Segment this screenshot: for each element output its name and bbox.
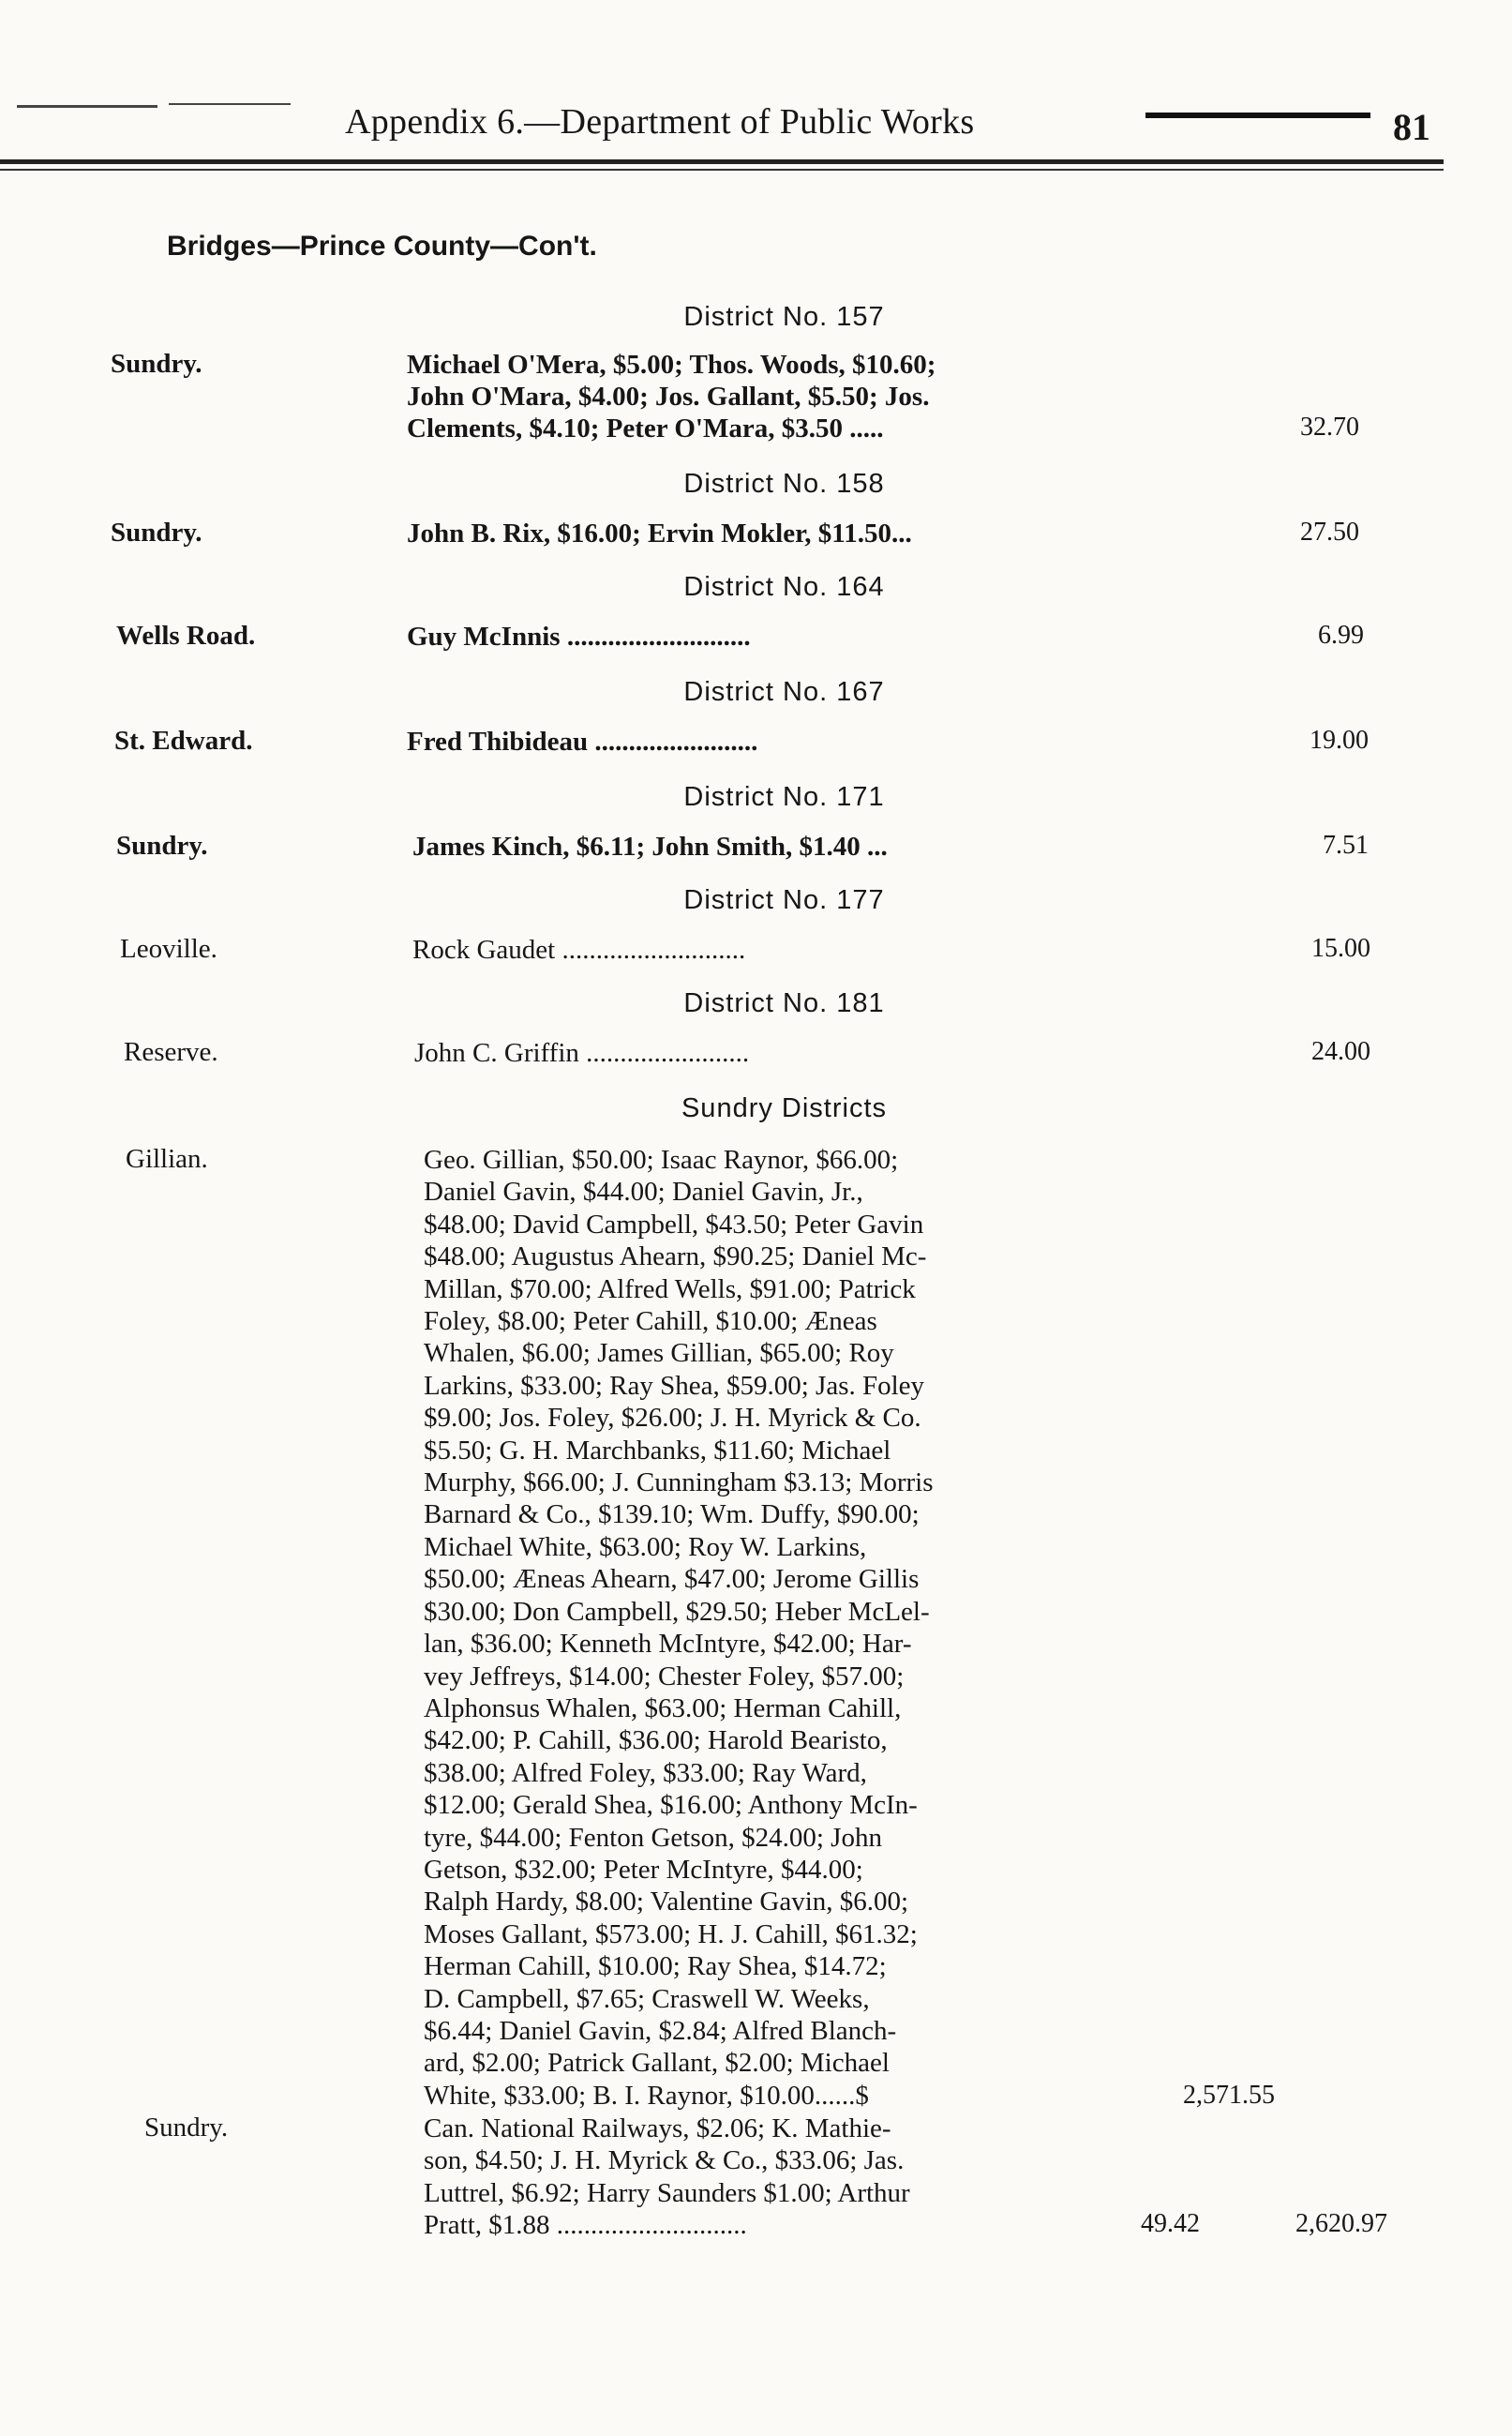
district-amount: 32.70 xyxy=(1300,413,1359,442)
entry-line: Luttrel, $6.92; Harry Saunders $1.00; Arthur xyxy=(424,2177,910,2208)
locality-label: Wells Road. xyxy=(116,621,256,651)
entry-line: $38.00; Alfred Foley, $33.00; Ray Ward, xyxy=(424,1757,867,1788)
locality-label: Reserve. xyxy=(124,1037,218,1067)
district-heading: Sundry Districts xyxy=(681,1093,888,1123)
entry-line: Murphy, $66.00; J. Cunningham $3.13; Morris xyxy=(424,1467,934,1498)
entry-line: lan, $36.00; Kenneth McIntyre, $42.00; Har- xyxy=(424,1629,912,1660)
entry-line: Can. National Railways, $2.06; K. Mathie- xyxy=(424,2113,891,2143)
section-heading: Bridges—Prince County—Con't. xyxy=(167,231,597,262)
locality-label: Gillian. xyxy=(126,1144,208,1174)
entry-line: Getson, $32.00; Peter McIntyre, $44.00; xyxy=(424,1854,863,1885)
entry-line: White, $33.00; B. I. Raynor, $10.00......$ xyxy=(424,2080,869,2111)
entry-line: $6.44; Daniel Gavin, $2.84; Alfred Blanch- xyxy=(424,2015,897,2046)
entry-line: Rock Gaudet ........................... xyxy=(412,935,746,965)
entry-line: Pratt, $1.88 ............................ xyxy=(424,2210,747,2241)
locality-label: Sundry. xyxy=(116,831,208,861)
entry-line: Moses Gallant, $573.00; H. J. Cahill, $61.32; xyxy=(424,1918,918,1949)
page-header xyxy=(0,92,1512,176)
entry-line: D. Campbell, $7.65; Craswell W. Weeks, xyxy=(424,1983,870,2014)
locality-label: St. Edward. xyxy=(114,726,253,756)
entry-line: Foley, $8.00; Peter Cahill, $10.00; Æneas xyxy=(424,1306,877,1337)
entry-line: Daniel Gavin, $44.00; Daniel Gavin, Jr., xyxy=(424,1177,863,1208)
district-entry xyxy=(414,1037,1117,1069)
locality-label: Leoville. xyxy=(120,934,217,964)
locality-label: Sundry. xyxy=(111,518,202,548)
entry-line: son, $4.50; J. H. Myrick & Co., $33.06; Jas. xyxy=(424,2145,905,2176)
entry-line: $12.00; Gerald Shea, $16.00; Anthony McIn- xyxy=(424,1790,918,1821)
page-number: 81 xyxy=(1393,106,1430,148)
entry-line: $48.00; Augustus Ahearn, $90.25; Daniel Mc- xyxy=(424,1241,927,1272)
entry-line: $5.50; G. H. Marchbanks, $11.60; Michael xyxy=(424,1435,891,1466)
header-rule-thin xyxy=(0,169,1444,171)
district-amount: 24.00 xyxy=(1311,1037,1370,1066)
gillian-entry xyxy=(424,1144,1129,2112)
district-entry xyxy=(412,934,1115,966)
district-amount: 15.00 xyxy=(1311,934,1370,963)
page-title: Appendix 6.—Department of Public Works xyxy=(345,102,975,142)
entry-line: $42.00; P. Cahill, $36.00; Harold Bearisto, xyxy=(424,1725,888,1756)
sundry-amount: 49.42 xyxy=(1141,2209,1200,2238)
district-amount: 27.50 xyxy=(1300,518,1359,547)
district-amount: 19.00 xyxy=(1310,726,1369,755)
entry-line: $50.00; Æneas Ahearn, $47.00; Jerome Gillis xyxy=(424,1564,920,1595)
entry-line: John O'Mara, $4.00; Jos. Gallant, $5.50; Jos. xyxy=(407,382,930,412)
district-amount: 6.99 xyxy=(1318,621,1364,650)
entry-line: $30.00; Don Campbell, $29.50; Heber McLel- xyxy=(424,1596,930,1627)
entry-line: Millan, $70.00; Alfred Wells, $91.00; Patrick xyxy=(424,1273,916,1304)
header-rule xyxy=(0,159,1444,164)
entry-line: Fred Thibideau ........................ xyxy=(407,727,758,757)
district-heading: District No. 167 xyxy=(683,677,885,707)
district-entry xyxy=(407,726,1110,758)
entry-line: Geo. Gillian, $50.00; Isaac Raynor, $66.00; xyxy=(424,1145,899,1175)
entry-line: vey Jeffreys, $14.00; Chester Foley, $57.00; xyxy=(424,1661,905,1692)
print-speck xyxy=(17,105,157,108)
district-entry xyxy=(407,349,1110,444)
district-amount: 7.51 xyxy=(1323,831,1369,860)
entry-line: $48.00; David Campbell, $43.50; Peter Gavin xyxy=(424,1209,924,1240)
district-heading: District No. 157 xyxy=(683,302,885,332)
entry-line: Clements, $4.10; Peter O'Mara, $3.50 ..... xyxy=(407,414,884,444)
sundry-entry xyxy=(424,2113,1099,2242)
entry-line: ard, $2.00; Patrick Gallant, $2.00; Michael xyxy=(424,2048,890,2079)
entry-line: Larkins, $33.00; Ray Shea, $59.00; Jas. Foley xyxy=(424,1370,925,1401)
print-speck xyxy=(1145,113,1370,118)
entry-line: Ralph Hardy, $8.00; Valentine Gavin, $6.00; xyxy=(424,1887,909,1917)
district-heading: District No. 164 xyxy=(683,572,885,602)
entry-line: Michael White, $63.00; Roy W. Larkins, xyxy=(424,1531,867,1562)
gillian-amount: 2,571.55 xyxy=(1183,2081,1275,2110)
entry-line: $9.00; Jos. Foley, $26.00; J. H. Myrick & Co. xyxy=(424,1403,921,1434)
district-entry xyxy=(407,518,1110,549)
total-amount: 2,620.97 xyxy=(1295,2209,1387,2238)
district-heading: District No. 181 xyxy=(683,988,885,1018)
print-speck xyxy=(169,103,291,105)
entry-line: Michael O'Mera, $5.00; Thos. Woods, $10.60; xyxy=(407,350,936,380)
district-entry xyxy=(412,831,1115,863)
locality-label: Sundry. xyxy=(144,2113,229,2143)
district-heading: District No. 158 xyxy=(683,469,885,499)
district-entry xyxy=(407,621,1110,653)
entry-line: Whalen, $6.00; James Gillian, $65.00; Roy xyxy=(424,1338,894,1369)
entry-line: Herman Cahill, $10.00; Ray Shea, $14.72; xyxy=(424,1951,887,1982)
entry-line: Guy McInnis ........................... xyxy=(407,622,751,652)
locality-label: Sundry. xyxy=(111,349,202,379)
entry-line: Alphonsus Whalen, $63.00; Herman Cahill, xyxy=(424,1692,902,1723)
entry-line: tyre, $44.00; Fenton Getson, $24.00; John xyxy=(424,1822,882,1853)
district-heading: District No. 177 xyxy=(683,885,885,915)
entry-line: John B. Rix, $16.00; Ervin Mokler, $11.50... xyxy=(407,519,912,549)
district-heading: District No. 171 xyxy=(683,782,885,812)
entry-line: John C. Griffin ........................ xyxy=(414,1038,750,1068)
entry-line: Barnard & Co., $139.10; Wm. Duffy, $90.00; xyxy=(424,1499,920,1530)
entry-line: James Kinch, $6.11; John Smith, $1.40 ... xyxy=(412,832,888,862)
